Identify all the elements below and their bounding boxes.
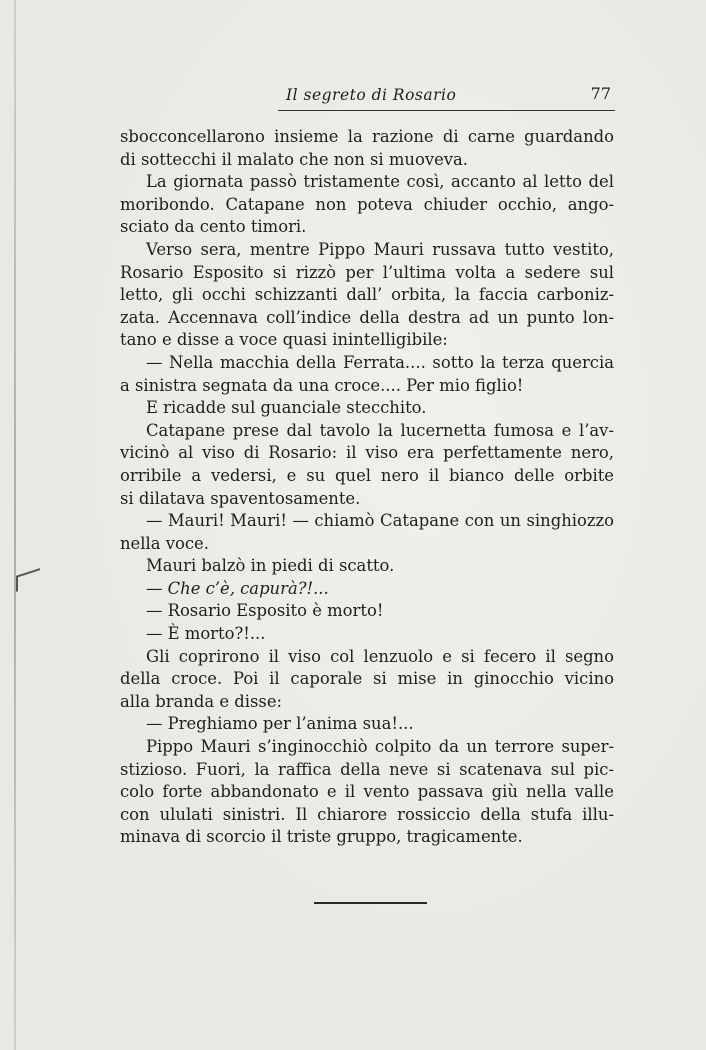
running-title: Il segreto di Rosario: [286, 86, 457, 104]
text-line: Verso sera, mentre Pippo Mauri russava tutto vestito,: [146, 239, 614, 259]
text-line: — È morto?!...: [146, 624, 266, 644]
running-header: [118, 84, 615, 112]
text-line: — Che c’è, capurà?!...: [146, 578, 329, 598]
text-line: — Mauri! Mauri! — chiamò Catapane con un singhiozzo: [146, 511, 614, 531]
text-line: Mauri balzò in piedi di scatto.: [146, 556, 395, 576]
text-line: di sottecchi il malato che non si muoveva.: [120, 149, 469, 169]
text-line: — Rosario Esposito è morto!: [146, 601, 384, 621]
header-rule: [278, 110, 615, 111]
text-line: Catapane prese dal tavolo la lucernetta fumosa e l’av-: [146, 420, 614, 440]
text-line: — Preghiamo per l’anima sua!...: [146, 714, 414, 734]
text-line: La giornata passò tristamente così, accanto al letto del: [146, 172, 614, 192]
text-line: Rosario Esposito si rizzò per l’ultima volta a sedere sul: [120, 262, 614, 282]
text-line: E ricadde sul guanciale stecchito.: [146, 398, 427, 418]
text-line: vicinò al viso di Rosario: il viso era perfettamente nero,: [120, 443, 614, 463]
text-line: letto, gli occhi schizzanti dall’ orbita, la faccia carboniz-: [120, 285, 614, 305]
text-line: stizioso. Fuori, la raffica della neve si scatenava sul pic-: [120, 759, 614, 779]
text-line: zata. Accennava coll’indice della destra ad un punto lon-: [120, 307, 614, 327]
text-line: moribondo. Catapane non poteva chiuder occhio, ango-: [120, 194, 614, 214]
text-line: minava di scorcio il triste gruppo, tragicamente.: [120, 827, 523, 847]
margin-mark: [16, 568, 40, 592]
text-line: — Nella macchia della Ferrata.... sotto la terza quercia: [146, 352, 614, 372]
text-line: si dilatava spaventosamente.: [120, 488, 361, 508]
text-line: sciato da cento timori.: [120, 217, 307, 237]
binding-edge: [14, 0, 16, 1050]
body-text: [120, 126, 614, 849]
text-line: con ululati sinistri. Il chiarore rossiccio della stufa illu-: [120, 804, 614, 824]
text-line: Pippo Mauri s’inginocchiò colpito da un terrore super-: [146, 737, 614, 757]
text-line: sbocconcellarono insieme la razione di carne guardando: [120, 127, 614, 146]
text-line: colo forte abbandonato e il vento passava giù nella valle: [120, 782, 614, 802]
page-number: 77: [590, 84, 611, 103]
text-line: Gli coprirono il viso col lenzuolo e si fecero il segno: [146, 646, 614, 666]
end-rule: [314, 902, 427, 904]
text-line: alla branda e disse:: [120, 691, 283, 711]
text-line: nella voce.: [120, 533, 209, 553]
text-line: tano e disse a voce quasi inintelligibile:: [120, 330, 448, 350]
text-line: a sinistra segnata da una croce.... Per mio figlio!: [120, 375, 524, 395]
text-line: orribile a vedersi, e su quel nero il bianco delle orbite: [120, 465, 614, 485]
text-line: della croce. Poi il caporale si mise in ginocchio vicino: [120, 669, 614, 689]
